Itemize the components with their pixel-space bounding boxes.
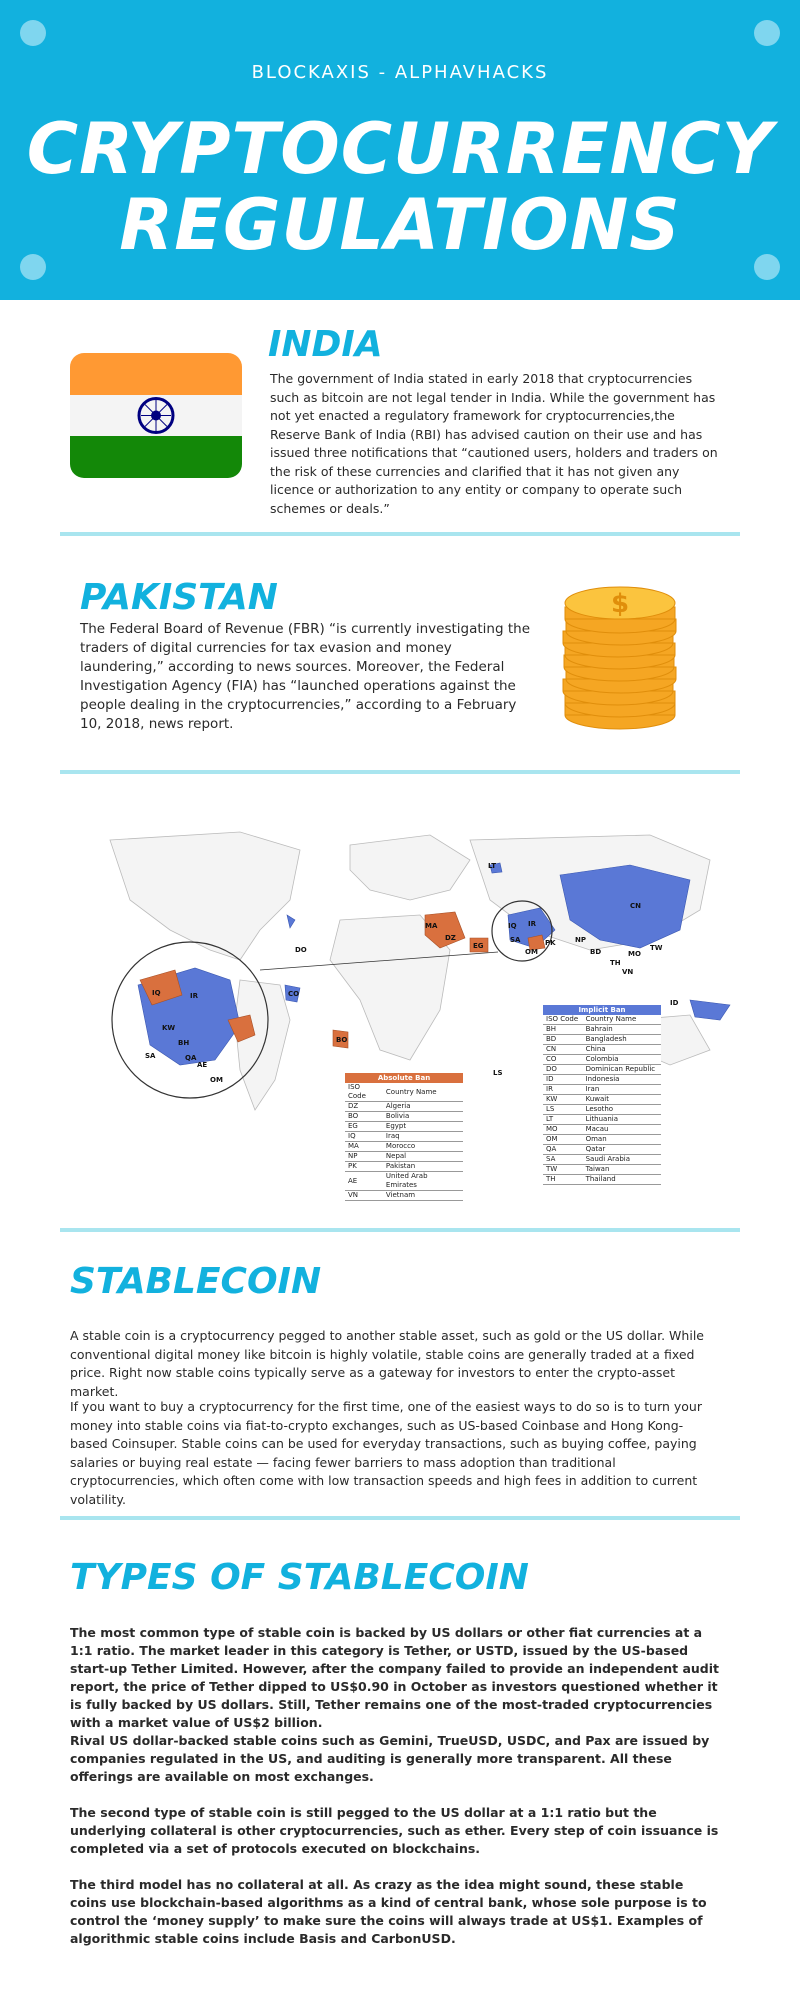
table-row: [543, 1075, 661, 1085]
country-name-cell: Oman: [583, 1135, 661, 1145]
table-row: [543, 1025, 661, 1035]
map-label: ID: [670, 999, 679, 1007]
pakistan-text: The Federal Board of Revenue (FBR) “is currently investigating the traders of digital currencies for tax evasion and money laundering,” according to news sources. Moreover, the Federal Investigation Agency (FIA) has “launched operations against the people dealing in the cryptocurrencies,” according to a February 10, 2018, news report.: [80, 621, 530, 732]
country-name-cell: China: [583, 1045, 661, 1055]
table-row: [345, 1122, 463, 1132]
country-name-cell: Algeria: [383, 1102, 463, 1112]
map-label: CO: [288, 990, 300, 998]
map-label: BO: [336, 1036, 348, 1044]
country-name-cell: Thailand: [583, 1175, 661, 1185]
iso-code-cell: BH: [543, 1025, 583, 1035]
table-header: ISO Code: [543, 1015, 583, 1025]
country-name-cell: Bahrain: [583, 1025, 661, 1035]
table-row: [345, 1102, 463, 1112]
table-row: [543, 1065, 661, 1075]
map-label: VN: [622, 968, 634, 976]
table-row: [345, 1152, 463, 1162]
country-name-cell: Lesotho: [583, 1105, 661, 1115]
table-row: [543, 1135, 661, 1145]
india-title: INDIA: [268, 324, 383, 365]
table-row: [345, 1142, 463, 1152]
table-row: [543, 1085, 661, 1095]
country-name-cell: Iran: [583, 1085, 661, 1095]
table-row: [345, 1172, 463, 1191]
map-label: CN: [630, 902, 641, 910]
map-label: TW: [650, 944, 663, 952]
map-label: KW: [162, 1024, 176, 1032]
country-name-cell: Dominican Republic: [583, 1065, 661, 1075]
iso-code-cell: AE: [345, 1172, 383, 1191]
stablecoin-paragraph-2: If you want to buy a cryptocurrency for the first time, one of the easiest ways to do so is to turn your money into stable coins via fiat-to-crypto exchanges, such as US-based Coinbase and Hong Kong-based Coinsuper. Stable coins can be used for everyday transactions, such as buying coffee, paying salaries or buying real estate — facing fewer barriers to mass adoption than traditional cryptocurrencies, which often come with low transaction speeds and high fees in addition to current volatility.: [70, 1399, 702, 1507]
coin-stack-icon: [555, 575, 685, 735]
types-paragraph-4: The third model has no collateral at all. As crazy as the idea might sound, these stable coins use blockchain-based algorithms as a kind of central bank, whose sole purpose is to control the ‘money supply’ to make sure the coins will always trade at US$1. Examples of algorithmic stable coins include Basis and CarbonUSD.: [70, 1877, 707, 1946]
iso-code-cell: MA: [345, 1142, 383, 1152]
table-row: [543, 1105, 661, 1115]
iso-code-cell: LT: [543, 1115, 583, 1125]
iso-code-cell: BO: [345, 1112, 383, 1122]
map-label: OM: [210, 1076, 223, 1084]
map-label: NP: [575, 936, 586, 944]
crypto-ban-world-map: [90, 820, 740, 1199]
country-name-cell: Qatar: [583, 1145, 661, 1155]
table-row: [345, 1112, 463, 1122]
implicit-ban-title: Implicit Ban: [543, 1005, 661, 1015]
table-header: ISO Code: [345, 1083, 383, 1102]
map-label: IR: [528, 920, 536, 928]
country-name-cell: United Arab Emirates: [383, 1172, 463, 1191]
section-divider: [60, 1228, 740, 1232]
iso-code-cell: PK: [345, 1162, 383, 1172]
iso-code-cell: IQ: [345, 1132, 383, 1142]
map-label: MA: [425, 922, 438, 930]
page-title-line1: CRYPTOCURRENCY: [26, 108, 774, 190]
pakistan-title: PAKISTAN: [80, 577, 278, 618]
iso-code-cell: QA: [543, 1145, 583, 1155]
map-label: IR: [190, 992, 198, 1000]
absolute-ban-title: Absolute Ban: [345, 1073, 463, 1083]
map-label: SA: [145, 1052, 156, 1060]
dollar-sign-icon: $: [610, 589, 630, 619]
iso-code-cell: DO: [543, 1065, 583, 1075]
country-name-cell: Kuwait: [583, 1095, 661, 1105]
iso-code-cell: DZ: [345, 1102, 383, 1112]
iso-code-cell: KW: [543, 1095, 583, 1105]
iso-code-cell: IR: [543, 1085, 583, 1095]
map-label: LS: [493, 1069, 503, 1077]
iso-code-cell: OM: [543, 1135, 583, 1145]
decor-dot: [754, 20, 780, 46]
table-row: [543, 1125, 661, 1135]
table-row: [543, 1165, 661, 1175]
iso-code-cell: SA: [543, 1155, 583, 1165]
table-header: Country Name: [383, 1083, 463, 1102]
map-label: SA: [510, 936, 521, 944]
iso-code-cell: CN: [543, 1045, 583, 1055]
page-title-line2: REGULATIONS: [119, 184, 681, 266]
table-row: [543, 1145, 661, 1155]
iso-code-cell: ID: [543, 1075, 583, 1085]
country-name-cell: Egypt: [383, 1122, 463, 1132]
country-name-cell: Bangladesh: [583, 1035, 661, 1045]
country-name-cell: Saudi Arabia: [583, 1155, 661, 1165]
types-title: TYPES OF STABLECOIN: [70, 1557, 529, 1598]
country-name-cell: Lithuania: [583, 1115, 661, 1125]
map-label: MO: [628, 950, 641, 958]
stablecoin-title: STABLECOIN: [70, 1261, 322, 1302]
stablecoin-paragraph-1: A stable coin is a cryptocurrency pegged to another stable asset, such as gold or the US dollar. While conventional digital money like bitcoin is highly volatile, stable coins are generally traded at a fixed price. Right now stable coins typically serve as a gateway for investors to enter the crypto-asset market.: [70, 1328, 704, 1399]
decor-dot: [20, 20, 46, 46]
map-label: LT: [488, 862, 497, 870]
india-flag-icon: [70, 353, 242, 478]
table-row: [543, 1045, 661, 1055]
implicit-ban-table: [543, 1005, 661, 1185]
country-name-cell: Morocco: [383, 1142, 463, 1152]
table-row: [345, 1132, 463, 1142]
country-name-cell: Colombia: [583, 1055, 661, 1065]
map-label: TH: [610, 959, 621, 967]
country-name-cell: Iraq: [383, 1132, 463, 1142]
country-name-cell: Vietnam: [383, 1191, 463, 1201]
map-label: DO: [295, 946, 307, 954]
iso-code-cell: BD: [543, 1035, 583, 1045]
table-row: [543, 1115, 661, 1125]
iso-code-cell: TH: [543, 1175, 583, 1185]
table-row: [543, 1175, 661, 1185]
country-name-cell: Nepal: [383, 1152, 463, 1162]
map-label: DZ: [445, 934, 456, 942]
map-label: PK: [545, 939, 556, 947]
iso-code-cell: LS: [543, 1105, 583, 1115]
country-name-cell: Pakistan: [383, 1162, 463, 1172]
iso-code-cell: NP: [345, 1152, 383, 1162]
brand-label: BLOCKAXIS - ALPHAVHACKS: [251, 62, 549, 83]
iso-code-cell: TW: [543, 1165, 583, 1175]
country-name-cell: Taiwan: [583, 1165, 661, 1175]
iso-code-cell: MO: [543, 1125, 583, 1135]
india-text: The government of India stated in early 2018 that cryptocurrencies such as bitcoin are not legal tender in India. While the government has not yet enacted a regulatory framework for cryptocurrencies,the Reserve Bank of India (RBI) has advised caution on their use and has issued three notifications that “cautioned users, holders and traders on the risk of these currencies and clarified that it has not given any licence or authorization to any entity or company to operate such schemes or deals.”: [270, 371, 718, 516]
country-name-cell: Indonesia: [583, 1075, 661, 1085]
map-label: BD: [590, 948, 602, 956]
map-label: BH: [178, 1039, 190, 1047]
iso-code-cell: VN: [345, 1191, 383, 1201]
section-divider: [60, 532, 740, 536]
iso-code-cell: CO: [543, 1055, 583, 1065]
table-row: [543, 1055, 661, 1065]
section-divider: [60, 1516, 740, 1520]
table-row: [345, 1162, 463, 1172]
iso-code-cell: EG: [345, 1122, 383, 1132]
table-row: [345, 1191, 463, 1201]
map-label: AE: [197, 1061, 208, 1069]
country-name-cell: Bolivia: [383, 1112, 463, 1122]
table-header: Country Name: [583, 1015, 661, 1025]
absolute-ban-table: [345, 1073, 463, 1201]
types-paragraph-1: The most common type of stable coin is backed by US dollars or other fiat currencies at a 1:1 ratio. The market leader in this category is Tether, or USTD, issued by the US-based start-up Tether Limited. However, after the company failed to provide an independent audit report, the price of Tether dipped to US$0.90 in October as investors questioned whether it is fully backed by US dollars. Still, Tether remains one of the most-traded cryptocurrencies with a market value of US$2 billion.: [70, 1625, 719, 1730]
types-paragraph-3: The second type of stable coin is still pegged to the US dollar at a 1:1 ratio but the underlying collateral is other cryptocurrencies, such as ether. Every step of coin issuance is completed via a set of protocols executed on blockchains.: [70, 1805, 719, 1856]
map-label: IQ: [152, 989, 161, 997]
map-label: OM: [525, 948, 538, 956]
table-row: [543, 1095, 661, 1105]
table-row: [543, 1035, 661, 1045]
map-label: EG: [473, 942, 484, 950]
section-divider: [60, 770, 740, 774]
country-name-cell: Macau: [583, 1125, 661, 1135]
map-label: IQ: [508, 922, 517, 930]
types-paragraph-2: Rival US dollar-backed stable coins such as Gemini, TrueUSD, USDC, and Pax are issued by companies regulated in the US, and auditing is generally more transparent. All these offerings are available on most exchanges.: [70, 1733, 710, 1784]
map-label: QA: [185, 1054, 197, 1062]
table-row: [543, 1155, 661, 1165]
